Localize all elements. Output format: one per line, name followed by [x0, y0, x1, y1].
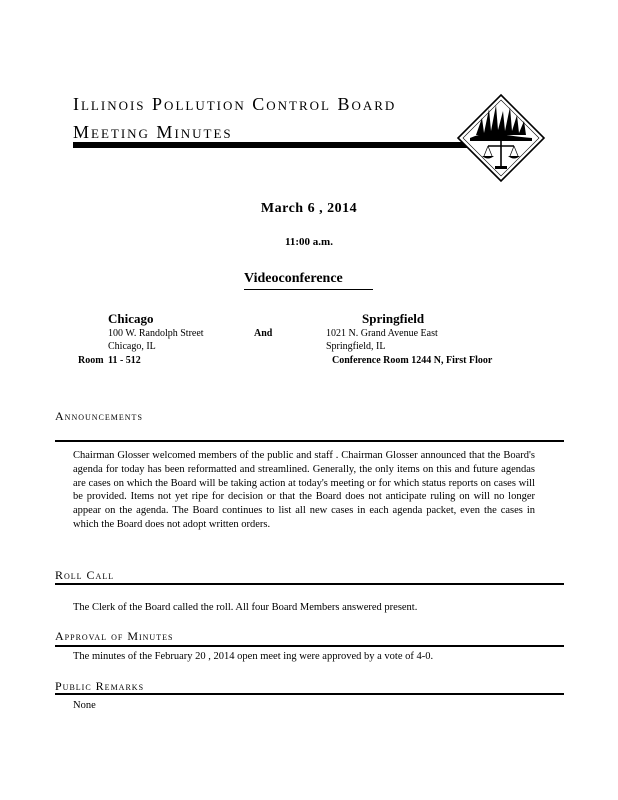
section-heading-roll-call: Roll Call	[55, 568, 115, 582]
document-title-line1: Illinois Pollution Control Board	[73, 94, 397, 114]
meeting-format-underline	[244, 289, 373, 290]
section-heading-approval-of-minutes: Approval of Minutes	[55, 629, 174, 643]
meeting-date: March 6 , 2014	[260, 201, 358, 216]
document-title-line2: Meeting Minutes	[73, 122, 233, 142]
location-left-room-label: Room	[78, 355, 104, 366]
location-right-city: Springfield	[362, 311, 425, 326]
roll-call-body: The Clerk of the Board called the roll. All four Board Members answered present.	[73, 602, 418, 613]
location-right-address1: 1021 N. Grand Avenue East	[326, 328, 438, 339]
pcb-seal-logo-icon	[456, 93, 546, 183]
section-rule-public-remarks	[55, 693, 564, 695]
announcements-body: Chairman Glosser welcomed members of the public and staff . Chairman Glosser announced that the Board's agenda for today has been reformatted and streamlined. Generally, the only items on this and future agendas are cases on which the Board will be taking action at today's meeting or for which status reports on cases will be provided. Items not yet ripe for decision or that the Board does not anticipate ruling on will no longer appear on the agenda. The Board continues to list all new cases in each agenda packet, even the cases in which the Board does not adopt written orders.	[73, 450, 535, 530]
location-left-room-value: 11 - 512	[108, 355, 141, 366]
location-right-room: Conference Room 1244 N, First Floor	[332, 355, 493, 366]
approval-body: The minutes of the February 20 , 2014 open meet ing were approved by a vote of 4-0.	[73, 651, 434, 662]
section-heading-public-remarks: Public Remarks	[55, 679, 145, 693]
title-underline-bar	[73, 142, 478, 148]
meeting-time: 11:00 a.m.	[285, 236, 333, 248]
location-left-city: Chicago	[108, 311, 154, 326]
location-right-address2: Springfield, IL	[326, 341, 386, 352]
section-rule-announcements	[55, 440, 564, 442]
section-heading-announcements: Announcements	[55, 409, 143, 423]
location-left-address2: Chicago, IL	[108, 341, 156, 352]
meeting-format: Videoconference	[244, 271, 343, 286]
public-remarks-body: None	[73, 700, 96, 711]
location-connector: And	[254, 328, 273, 339]
location-left-address1: 100 W. Randolph Street	[108, 328, 204, 339]
section-rule-roll-call	[55, 583, 564, 585]
section-rule-approval	[55, 645, 564, 647]
